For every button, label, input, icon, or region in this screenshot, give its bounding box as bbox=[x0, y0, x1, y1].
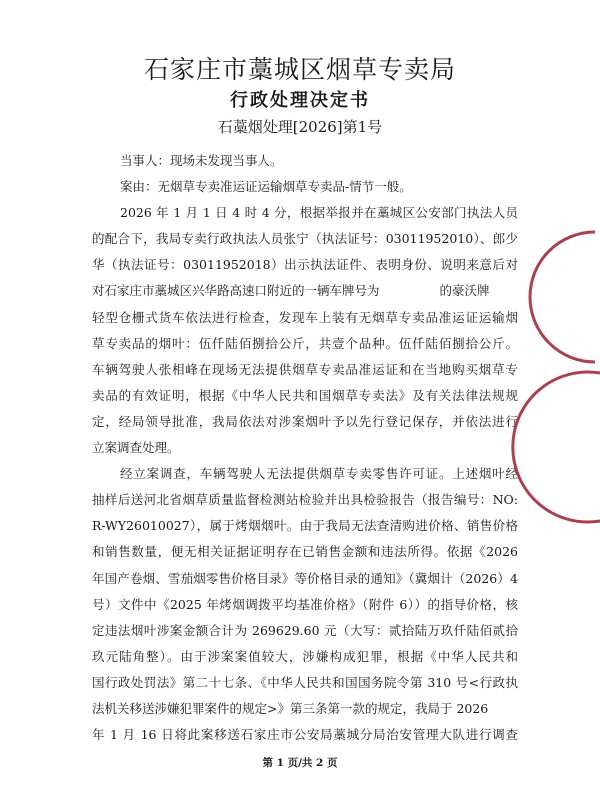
issuer-title: 石家庄市藁城区烟草专卖局 bbox=[143, 55, 456, 84]
case-cause-line: 案由：无烟草专卖准运证运输烟草专卖品-情节一般。 bbox=[120, 179, 412, 195]
text-line: 卖品的有效证明，根据《中华人民共和国烟草专卖法》及有关法律法规规 bbox=[92, 387, 518, 403]
document-body bbox=[92, 150, 518, 750]
document-number: 石藁烟处理[2026]第1号 bbox=[217, 118, 383, 136]
text-line bbox=[92, 280, 518, 306]
text-line: 草专卖品的烟叶：伍仟陆佰捌拾公斤，共壹个品种。伍仟陆佰捌拾公斤。 bbox=[92, 335, 518, 351]
page-indicator: 第 1 页/共 2 页 bbox=[262, 757, 338, 769]
document-type: 行政处理决定书 bbox=[230, 90, 370, 111]
text-segment: 的豪沃牌 bbox=[439, 283, 490, 299]
text-line: 抽样后送河北省烟草质量监督检测站检验并出具检验报告（报告编号：NO: bbox=[92, 492, 518, 508]
text-line: 号）文件中《2025 年烤烟调拨平均基准价格》（附件 6））的指导价格，核 bbox=[92, 596, 518, 612]
text-line: 的配合下，我局专卖行政执法人员张宁（执法证号：03011952010）、郎少 bbox=[92, 231, 518, 247]
text-line: R-WY26010027），属于烤烟烟叶。由于我局无法查清购进价格、销售价格 bbox=[92, 518, 518, 534]
text-segment: 对石家庄市藁城区兴华路高速口附近的一辆车牌号为 bbox=[92, 283, 380, 299]
official-seals bbox=[505, 220, 600, 530]
text-line: 轻型仓栅式货车依法进行检查，发现车上装有无烟草专卖品准运证运输烟 bbox=[92, 309, 518, 325]
text-line: 华（执法证号：03011952018）出示执法证件、表明身份、说明来意后对 bbox=[92, 257, 518, 273]
text-line: 车辆驾驶人张相峰在现场无法提供烟草专卖品准运证和在当地购买烟草专 bbox=[92, 361, 518, 377]
text-line: 定违法烟叶涉案金额合计为 269629.60 元（大写：贰拾陆万玖仟陆佰贰拾 bbox=[92, 622, 518, 638]
party-line: 当事人：现场未发现当事人。 bbox=[120, 153, 283, 168]
text-line: 2026 年 1 月 1 日 4 时 4 分，根据举报并在藁城区公安部门执法人员 bbox=[120, 205, 518, 221]
text-line: 和销售数量，便无相关证据证明存在已销售金额和违法所得。依据《2026 bbox=[92, 544, 518, 560]
text-line: 国行政处罚法》第二十七条、《中华人民共和国国务院令第 310 号<行政执 bbox=[92, 674, 518, 690]
text-line: 玖元陆角整）。由于涉案案值较大，涉嫌构成犯罪，根据《中华人民共和 bbox=[92, 648, 518, 664]
text-line: 经立案调查，车辆驾驶人无法提供烟草专卖零售许可证。上述烟叶经 bbox=[120, 466, 518, 482]
official-seal-lower bbox=[513, 372, 600, 522]
text-line: 立案调查处理。 bbox=[92, 440, 180, 456]
official-seal-upper bbox=[530, 232, 595, 362]
text-line: 法机关移送涉嫌犯罪案件的规定>》第三条第一款的规定，我局于 2026 bbox=[92, 700, 489, 716]
text-line: 年国产卷烟、雪茄烟零售价格目录》等价格目录的通知》（冀烟计（2026）4 bbox=[92, 570, 518, 586]
text-line: 定，经局领导批准，我局依法对涉案烟叶予以先行登记保存，并依法进行 bbox=[92, 413, 518, 429]
text-line: 年 1 月 16 日将此案移送石家庄市公安局藁城分局治安管理大队进行调查 bbox=[92, 727, 518, 743]
